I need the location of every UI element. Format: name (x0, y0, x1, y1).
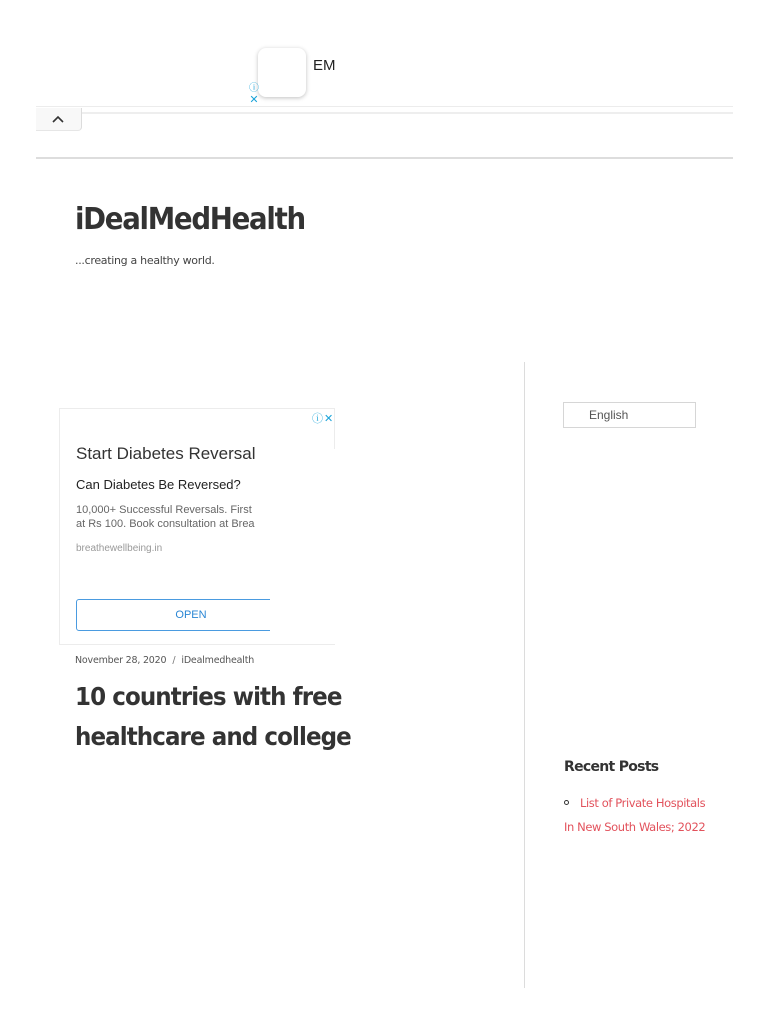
recent-post-link[interactable]: List of Private Hospitals In New South Wales; 2022 (564, 796, 706, 834)
ad-divider (36, 106, 733, 107)
ad-body[interactable] (60, 409, 270, 646)
ad-collapse-button[interactable] (36, 108, 82, 131)
bullet-icon (564, 800, 569, 805)
meta-separator: / (172, 655, 176, 666)
recent-posts-title: Recent Posts (564, 759, 659, 775)
ad-divider (82, 112, 733, 114)
ad-subheadline: Can Diabetes Be Reversed? (76, 477, 241, 492)
ad-open-button[interactable]: OPEN (76, 599, 270, 631)
list-item (564, 792, 714, 839)
ad-headline[interactable]: Start Diabetes Reversal (76, 444, 256, 463)
header-divider (36, 157, 733, 159)
ad-brand-text[interactable]: EM (313, 57, 336, 74)
ad-close-icon[interactable]: ✕ (249, 94, 259, 106)
post-title-link[interactable]: 10 countries with free healthcare and college (75, 682, 351, 751)
ad-description-line: at Rs 100. Book consultation at Brea (76, 518, 255, 530)
language-select[interactable]: English (563, 402, 696, 428)
post-author-link[interactable]: iDealmedhealth (181, 655, 255, 666)
site-tagline: ...creating a healthy world. (75, 254, 215, 267)
post-meta (75, 655, 254, 666)
chevron-up-icon (52, 115, 64, 123)
ad-display-url: breathewellbeing.in (76, 543, 163, 554)
ad-description-line: 10,000+ Successful Reversals. First (76, 504, 252, 516)
ad-info-icon[interactable]: ⓘ (249, 83, 259, 94)
ad-logo-image[interactable] (258, 48, 306, 97)
ad-description (76, 503, 255, 531)
sidebar-divider (524, 362, 525, 988)
site-title-link[interactable]: iDealMedHealth (75, 202, 305, 237)
post-date-link[interactable]: November 28, 2020 (75, 655, 167, 666)
content-ad[interactable] (59, 408, 335, 645)
anchor-ad (36, 0, 733, 160)
recent-posts-list (564, 792, 714, 839)
ad-choices-icon[interactable]: ⓘ✕ (312, 413, 335, 425)
